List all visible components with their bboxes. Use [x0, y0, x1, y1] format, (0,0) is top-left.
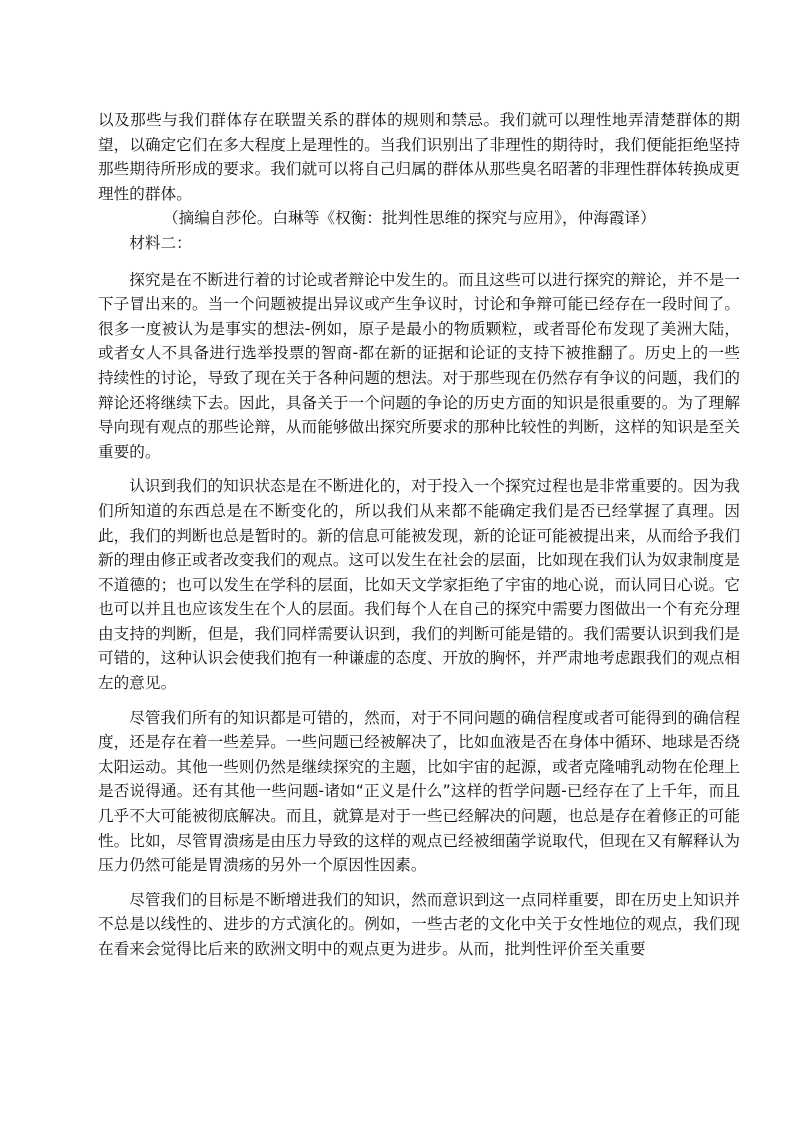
- source-citation: （摘编自莎伦。白琳等《权衡：批判性思维的探究与应用》，仲海霞译）: [163, 209, 656, 228]
- paragraph-3: 尽管我们所有的知识都是可错的，然而，对于不同问题的确信程度或者可能得到的确信程度，还是存在着一些差异。一些问题已经被解决了，比如血液是否在身体中循环、地球是否绕太阳运动。其他一些则仍然是继续探究的主题，比如宇宙的起源，或者克隆哺乳动物在伦理上是否说得通。还有其他一些问题-诸如“正义是什么”这样的哲学问题-已经存在了上千年，而且几乎不大可能被彻底解决。而且，就算是对于一些已经解决的问题，也总是存在着修正的可能性。比如，尽管胃溃疡是由压力导致的这样的观点已经被细菌学说取代，但现在又有解释认为压力仍然可能是胃溃疡的另外一个原因性因素。: [98, 708, 740, 875]
- section-label: 材料二：: [129, 233, 192, 252]
- paragraph-4: 尽管我们的目标是不断增进我们的知识，然而意识到这一点同样重要，即在历史上知识并不总是以线性的、进步的方式演化的。例如，一些古老的文化中关于女性地位的观点，我们现在看来会觉得比后来的欧洲文明中的观点更为进步。从而，批判性评价至关重要: [98, 890, 740, 958]
- paragraph-1: 探究是在不断进行着的讨论或者辩论中发生的。而且这些可以进行探究的辩论，并不是一下子冒出来的。当一个问题被提出异议或产生争议时，讨论和争辩可能已经存在一段时间了。很多一度被认为是事实的想法-例如，原子是最小的物质颗粒，或者哥伦布发现了美洲大陆，或者女人不具备进行选举投票的智商-都在新的证据和论证的支持下被推翻了。历史上的一些持续性的讨论，导致了现在关于各种问题的想法。对于那些现在仍然存有争议的问题，我们的辩论还将继续下去。因此，具备关于一个问题的争论的历史方面的知识是很重要的。为了理解导向现有观点的那些论辩，从而能够做出探究所要求的那种比较性的判断，这样的知识是至关重要的。: [98, 270, 740, 461]
- paragraph-2: 认识到我们的知识状态是在不断进化的，对于投入一个探究过程也是非常重要的。因为我们所知道的东西总是在不断变化的，所以我们从来都不能确定我们是否已经掌握了真理。因此，我们的判断也总是暂时的。新的信息可能被发现，新的论证可能被提出来，从而给予我们新的理由修正或者改变我们的观点。这可以发生在社会的层面，比如现在我们认为奴隶制度是不道德的；也可以发生在学科的层面，比如天文学家拒绝了宇宙的地心说，而认同日心说。它也可以并且也应该发生在个人的层面。我们每个人在自己的探究中需要力图做出一个有充分理由支持的判断，但是，我们同样需要认识到，我们的判断可能是错的。我们需要认识到我们是可错的，这种认识会使我们抱有一种谦虚的态度、开放的胸怀，并严肃地考虑跟我们的观点相左的意见。: [98, 477, 740, 693]
- intro-paragraph: 以及那些与我们群体存在联盟关系的群体的规则和禁忌。我们就可以理性地弄清楚群体的期望，以确定它们在多大程度上是理性的。当我们识别出了非理性的期待时，我们便能拒绝坚持那些期待所形成的要求。我们就可以将自己归属的群体从那些臭名昭著的非理性群体转换成更理性的群体。: [98, 111, 740, 203]
- document-body: [98, 108, 740, 962]
